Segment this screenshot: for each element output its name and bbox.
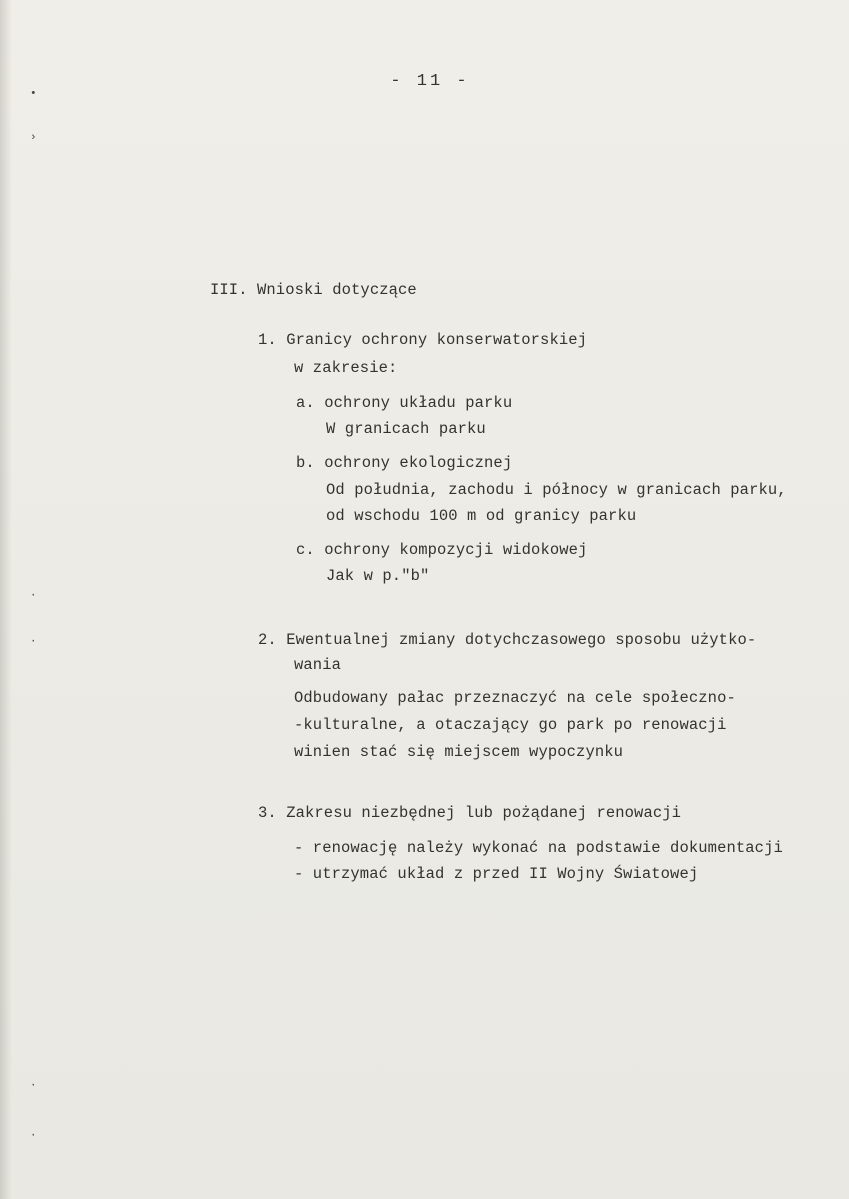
item-2-text-line-2: -kulturalne, a otaczający go park po renowacji	[294, 716, 727, 734]
item-1b-title: b. ochrony ekologicznej	[296, 454, 513, 472]
page-number: - 11 -	[390, 72, 470, 91]
item-1c-text: Jak w p."b"	[326, 567, 430, 585]
page-edge-shadow	[0, 0, 12, 1199]
item-2-title-line-2: wania	[294, 656, 342, 674]
item-1c-title: c. ochrony kompozycji widokowej	[296, 541, 588, 559]
item-1b-text-line-2: od wschodu 100 m od granicy parku	[326, 507, 637, 525]
item-3-bullet-1: - renowację należy wykonać na podstawie dokumentacji	[294, 839, 783, 857]
binding-hole-mark: ·	[30, 1130, 37, 1142]
item-2-text-line-1: Odbudowany pałac przeznaczyć na cele społeczno-	[294, 689, 736, 707]
item-1b-text-line-1: Od południa, zachodu i północy w granicach parku,	[326, 481, 787, 499]
item-1a-text: W granicach parku	[326, 420, 486, 438]
binding-hole-mark: ·	[30, 636, 37, 648]
item-1a-title: a. ochrony układu parku	[296, 394, 513, 412]
item-3-bullet-2: - utrzymać układ z przed II Wojny Światowej	[294, 865, 699, 883]
binding-hole-mark: ·	[30, 1080, 37, 1092]
binding-hole-mark: •	[30, 88, 37, 100]
item-3-title: 3. Zakresu niezbędnej lub pożądanej renowacji	[258, 804, 682, 822]
item-2-text-line-3: winien stać się miejscem wypoczynku	[294, 743, 624, 761]
binding-hole-mark: ·	[30, 590, 37, 602]
item-2-title-line-1: 2. Ewentualnej zmiany dotychczasowego sposobu użytko-	[258, 631, 757, 649]
section-heading: III. Wnioski dotyczące	[210, 281, 417, 299]
item-1-subtitle: w zakresie:	[294, 359, 398, 377]
item-1-title: 1. Granicy ochrony konserwatorskiej	[258, 331, 588, 349]
binding-hole-mark: ›	[30, 132, 37, 144]
